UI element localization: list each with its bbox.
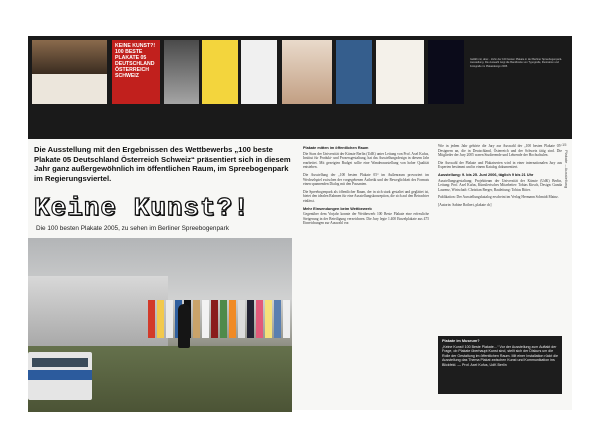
page-subtitle: Die 100 besten Plakate 2005, zu sehen im Berliner Spreebogenpark — [36, 225, 229, 232]
column-1-paragraph: Gegenüber dem Vorjahr konnte der Wettbewerb 100 Beste Plakate eine erfreuliche Steigerung in der Beteiligung verzeichnen. Die Jury legte 1.400 Einzelplakate aus 475 Einreichungen zur Auswahl vor. — [303, 212, 429, 226]
poster-thumbnail-blue — [336, 40, 372, 104]
person-silhouette — [178, 304, 190, 348]
poster-text: KEINE KUNST?! 100 BESTE PLAKATE 05 DEUTSCHLAND ÖSTERREICH SCHWEIZ — [115, 43, 156, 79]
section-label: Plakate – Ausstellung — [564, 150, 569, 189]
page-number: 15 — [562, 142, 567, 147]
column-1-subheading: Mehr Einsendungen beim Wettbewerb — [303, 206, 372, 211]
info-box-heading: Plakate im Museum? — [442, 339, 480, 343]
bus-shape — [28, 352, 92, 400]
poster-thumbnail-white — [241, 40, 277, 104]
column-2-paragraph: Die Auswahl der Plakate und Plakatserien wird in einer internationalen Jury aus Experten bestimmt und in einem Katalog dokumentiert. — [438, 160, 562, 170]
poster-thumbnail-grey — [164, 40, 199, 104]
page-title: Keine Kunst?! — [34, 193, 250, 223]
column-2-paragraph: Ausstellungsgestaltung: Projektteam der Universität der Künste (UdK) Berlin, Leitung: Prof. Axel Kufus, Künstlerisches Mitarbeiter: Tobias Kirsch, Design: Gunda Laurenz, Wirtschaft: Christian Berger, Bauleitung: Tobias Ritter. — [438, 178, 562, 192]
article-column-2 — [438, 144, 562, 211]
poster-thumbnail-keine-kunst — [112, 40, 160, 104]
strip-caption: Gefällt mir, aber... Zehn der 100 besten Plakate in der Berliner Spreebogenpark-Ausstellung. Die Auswahl zeigt die Bandbreite von Typografie, Illustration und Fotografie im Plakatdesign 2005. — [470, 58, 562, 68]
article-column-1 — [303, 144, 429, 229]
info-box — [438, 336, 562, 394]
column-2-paragraph: Publikation: Der Ausstellungskatalog erscheint im Verlag Hermann Schmidt Mainz. — [438, 195, 559, 200]
poster-thumbnail-bread — [32, 40, 107, 74]
info-box-text: „Keine Kunst! 100 Beste Plakate…“ Vor der Ausstellung zum Auftakt der Frage, ob Plakate überhaupt Kunst sind, stellt sich der Diskurs um die Rolle der Gestaltung im öffentlichen Raum. Mit einer Installation rückt die Ausstellung das Thema Plakat zwischen Kunst und Kommunikation ins Blickfeld. — Prof. Axel Kufus, UdK Berlin — [442, 344, 558, 367]
poster-thumbnail-dog — [282, 40, 332, 104]
column-1-paragraph: Die Stars der Universität der Künste Berlin (UdK) unter Leitung von Prof. Axel Kufus, Institut für Produkt- und Prozessgestaltung, hat das Ausstellungsdesign in diesem Jahr erarbeitet. Mit gezeigten Budget sollte eine Wanderausstellung von hoher Qualität entstehen. — [303, 151, 429, 170]
intro-headline: Die Ausstellung mit den Ergebnissen des Wettbewerbs „100 beste Plakate 05 Deutschland Österreich Schweiz“ präsentiert sich in diesem Jahr ganz außergewöhnlich im öffentlichen Raum, im Spreebogenpark im Regierungsviertel. — [34, 145, 291, 183]
poster-thumbnail-night — [428, 40, 464, 104]
column-1-paragraph: Die Spreebogenpark als öffentlicher Raum, der in sich stark gestaltet und geglättet ist, bietet den idealen Rahmen für eine Ausstellungskonzeption, die sich auf den Betrachter einlässt. — [303, 189, 429, 203]
author-credit: [Autorin: Sabine Rothert, plakate ch] — [438, 202, 492, 207]
exhibition-photo — [28, 238, 292, 412]
poster-thumbnail-yellow — [202, 40, 238, 104]
exhibition-dates: Ausstellung: 9. bis 25. Juni 2006, täglich 9 bis 21 Uhr — [438, 172, 534, 177]
column-1-heading: Plakate mitten im öffentlichen Raum — [303, 146, 369, 150]
poster-thumbnail-illustration — [376, 40, 424, 104]
column-2-paragraph: Wie in jedem Jahr gehörte die Jury zur Auswahl der „100 besten Plakate 05“ Designern an, die in Deutschland, Österreich und der Schweiz tätig sind. Die Mitglieder der Jury 2005 waren Studierende und Lehrende der Hochschulen. — [438, 144, 562, 158]
poster-wall — [148, 300, 292, 340]
column-1-paragraph: Die Ausstellung der „100 besten Plakate 05“ im Außenraum provoziert im Wechselspiel zwischen der vorgegebenen Ästhetik und der Beweglichkeit des Formats einen spannenden Dialog mit den Passanten. — [303, 172, 429, 187]
poster-thumbnail-light — [32, 74, 107, 104]
building-shape — [28, 276, 168, 346]
